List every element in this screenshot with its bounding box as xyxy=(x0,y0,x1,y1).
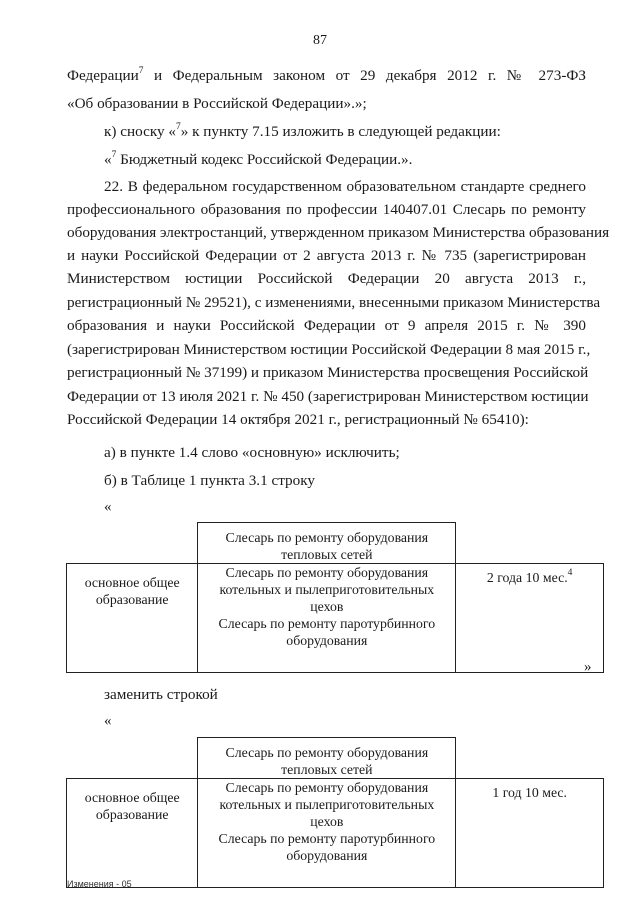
table-new-prof-3: Слесарь по ремонту паротурбинного оборудования xyxy=(218,831,436,863)
footnote-text: «$^7$ Бюджетный кодекс Российской Федерации.». xyxy=(104,150,413,168)
table-old-prof-cell xyxy=(198,523,456,564)
para22-line: (зарегистрирован Министерством юстиции Российской Федерации 8 мая 2015 г., xyxy=(67,341,591,358)
replace-text: заменить строкой xyxy=(104,686,218,703)
para22-line: оборудования электростанций, утвержденном приказом Министерства образования xyxy=(67,224,610,241)
item-b: б) в Таблице 1 пункта 3.1 строку xyxy=(104,472,315,489)
table-new-col1: основное общее образование xyxy=(67,779,198,888)
item-k: к) сноску «$^7$» к пункту 7.15 изложить в следующей редакции: xyxy=(104,122,501,140)
para22-line: регистрационный № 29521), с изменениями, внесенными приказом Министерства xyxy=(67,294,601,311)
table-old-prof-1: Слесарь по ремонту оборудования тепловых сетей xyxy=(225,530,429,562)
para22-line: регистрационный № 37199) и приказом Министерства просвещения Российской xyxy=(67,364,589,381)
table-new-term: 1 год 10 мес. xyxy=(456,779,604,888)
table-new-prof-rest xyxy=(198,779,456,888)
table-old-prof-2: Слесарь по ремонту оборудования котельных и пылеприготовительных цехов xyxy=(219,565,435,614)
para22-line: 22. В федеральном государственном образовательном стандарте среднего xyxy=(104,178,586,195)
open-quote-2: « xyxy=(104,713,112,729)
table-old-term: 2 года 10 мес.$^4$ xyxy=(456,564,604,673)
table-new-prof-1: Слесарь по ремонту оборудования тепловых сетей xyxy=(225,745,429,777)
close-quote: » xyxy=(584,659,592,675)
table-old-prof-3: Слесарь по ремонту паротурбинного оборудования xyxy=(218,616,436,648)
para22-line: Российской Федерации 14 октября 2021 г., регистрационный № 65410): xyxy=(67,411,529,428)
page-number: 87 xyxy=(313,33,327,48)
intro-line-1: Федерации$^7$ и Федеральным законом от 29 декабря 2012 г. № 273-ФЗ xyxy=(67,66,586,84)
footer-label: Изменения - 05 xyxy=(67,879,132,889)
table-old-prof-rest xyxy=(198,564,456,673)
para22-line: образования и науки Российской Федерации от 9 апреля 2015 г. № 390 xyxy=(67,317,586,334)
para22-line: профессионального образования по профессии 140407.01 Слесарь по ремонту xyxy=(67,201,586,218)
table-new-row xyxy=(66,737,604,888)
open-quote: « xyxy=(104,499,112,515)
para22-line: Министерством юстиции Российской Федерации 20 августа 2013 г., xyxy=(67,270,586,287)
item-a: а) в пункте 1.4 слово «основную» исключить; xyxy=(104,444,400,461)
table-old-col1: основное общее образование xyxy=(67,564,198,673)
para22-line: и науки Российской Федерации от 2 августа 2013 г. № 735 (зарегистрирован xyxy=(67,247,586,264)
intro-line-2: «Об образовании в Российской Федерации».»; xyxy=(67,95,367,112)
table-old-row xyxy=(66,522,604,673)
para22-line: Федерации от 13 июля 2021 г. № 450 (зарегистрирован Министерством юстиции xyxy=(67,388,589,405)
table-new-prof-cell xyxy=(198,738,456,779)
table-new-prof-2: Слесарь по ремонту оборудования котельных и пылеприготовительных цехов xyxy=(219,780,435,829)
